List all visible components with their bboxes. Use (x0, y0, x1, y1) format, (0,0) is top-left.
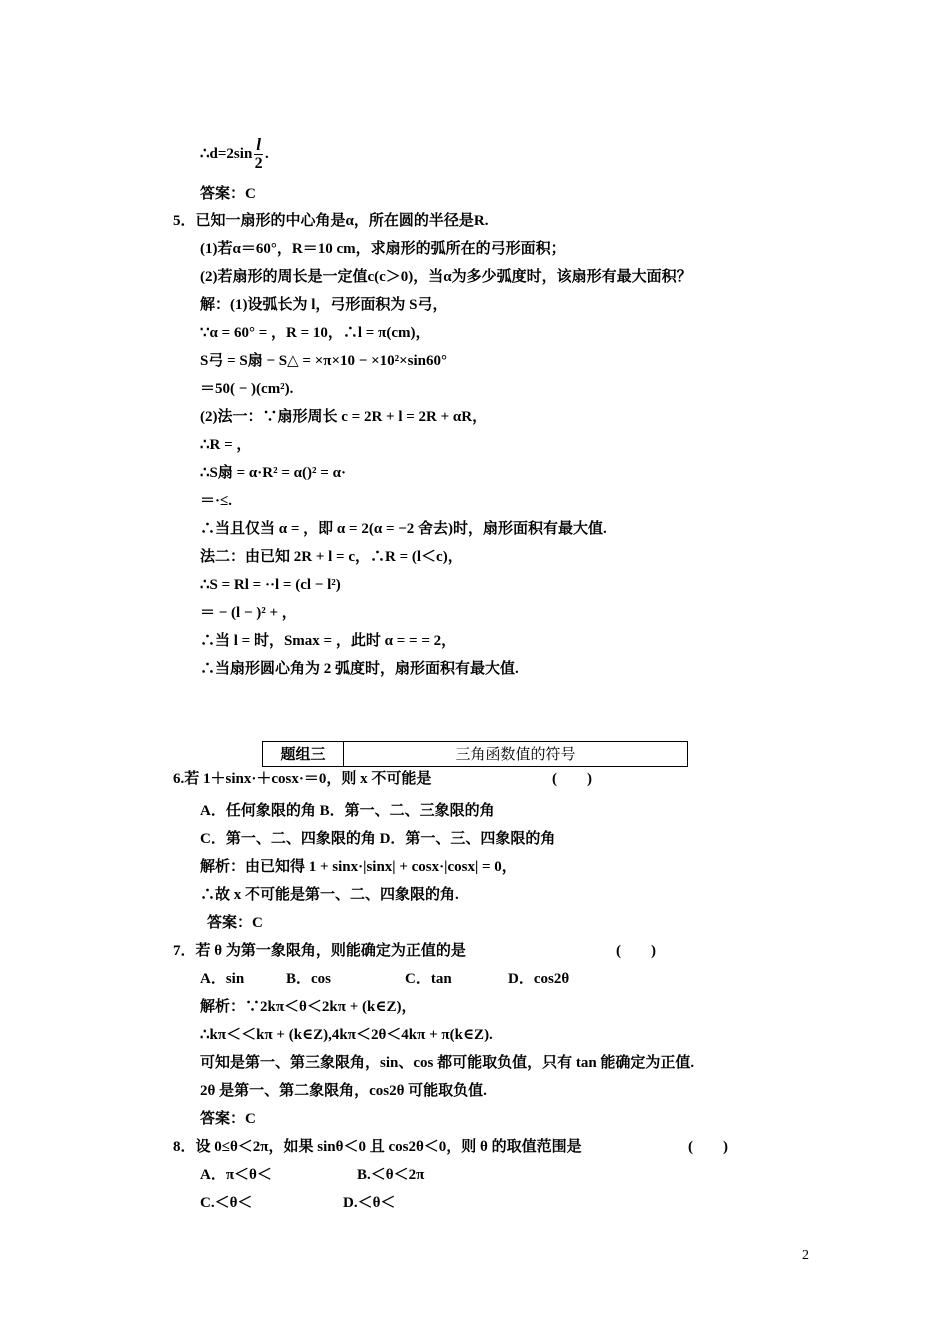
fraction-denominator: 2 (254, 155, 263, 172)
q6-options-cd: C．第一、二、四象限的角 D．第一、三、四象限的角 (200, 831, 556, 847)
group-label: 题组三 (263, 742, 344, 766)
q5-sol-line: ＝ − (l − )² + ， (200, 605, 297, 621)
q7-solution-4: 2θ 是第一、第二象限角，cos2θ 可能取负值. (200, 1083, 487, 1099)
q5-sol-line: ∴当 l = 时，Smax = ，此时 α = = = 2， (200, 633, 457, 649)
q5-sol-line: ∴当扇形圆心角为 2 弧度时，扇形面积有最大值. (200, 661, 519, 677)
group-title: 三角函数值的符号 (455, 745, 576, 763)
q5-sol-line: ∴S = Rl = ··l = (cl − l²) (200, 577, 341, 593)
q7-solution-1: 解析：∵2kπ＜θ＜2kπ + (k∈Z)， (200, 999, 417, 1015)
q6-solution: 解析：由已知得 1 + sinx·|sinx| + cosx·|cosx| = 0， (200, 859, 517, 875)
formula-prefix: ∴d=2sin (200, 145, 253, 162)
q7-option-d: D．cos2θ (508, 971, 570, 987)
q5-sol-line: ∴S扇 = α·R² = α()² = α· (200, 465, 346, 481)
q7-answer-paren: ( ) (616, 943, 656, 959)
q5-part2: (2)若扇形的周长是一定值c(c＞0)，当α为多少弧度时，该扇形有最大面积？ (200, 269, 692, 285)
fraction (254, 136, 263, 173)
q8-answer-paren: ( ) (688, 1139, 728, 1155)
q7-stem: 7．若 θ 为第一象限角，则能确定为正值的是 (173, 943, 466, 959)
q5-sol-line: S弓 = S扇 − S△ = ×π×10 − ×10²×sin60° (200, 353, 448, 369)
q8-stem: 8．设 0≤θ＜2π，如果 sinθ＜0 且 cos2θ＜0，则 θ 的取值范围是 (173, 1139, 582, 1155)
formula-d (200, 136, 269, 173)
q8-option-b: B.＜θ＜2π (357, 1167, 425, 1183)
fraction-numerator: l (256, 135, 262, 154)
q8-option-a: A．π＜θ＜ (200, 1167, 272, 1183)
q6-stem: 6.若 1＋sinx·＋cosx·＝0，则 x 不可能是 (173, 771, 432, 787)
q7-option-a: A．sin (200, 971, 245, 987)
formula-suffix: . (265, 145, 269, 162)
q5-stem: 5．已知一扇形的中心角是α，所在圆的半径是R. (173, 213, 489, 229)
q8-option-d: D.＜θ＜ (343, 1195, 396, 1211)
q7-solution-3: 可知是第一、第三象限角，sin、cos 都可能取负值，只有 tan 能确定为正值. (200, 1055, 695, 1071)
q5-sol-line: ∵α = 60° = ，R = 10，∴l = π(cm)， (200, 325, 431, 341)
q5-sol-line: (2)法一：∵扇形周长 c = 2R + l = 2R + αR， (200, 409, 488, 425)
q5-sol-line: 法二：由已知 2R + l = c，∴R = (l＜c)， (200, 549, 463, 565)
q6-options-ab: A．任何象限的角 B．第一、二、三象限的角 (200, 803, 495, 819)
group-header-table (262, 741, 688, 767)
answer-q4: 答案：C (200, 186, 256, 202)
q5-sol-line: ＝·≤. (200, 493, 232, 509)
q5-sol-line: ∴R = ， (200, 437, 252, 453)
q7-answer: 答案：C (200, 1111, 256, 1127)
q7-option-b: B．cos (286, 971, 332, 987)
q5-sol-line: 解：(1)设弧长为 l，弓形面积为 S弓， (200, 297, 448, 313)
q5-sol-line: ∴当且仅当 α = ，即 α = 2(α = −2 舍去)时，扇形面积有最大值. (200, 521, 607, 537)
q6-answer: 答案：C (207, 915, 263, 931)
q7-solution-2: ∴kπ＜＜kπ + (k∈Z),4kπ＜2θ＜4kπ + π(k∈Z). (200, 1027, 493, 1043)
q7-option-c: C．tan (405, 971, 452, 987)
page-number: 2 (802, 1248, 809, 1263)
q5-sol-line: ＝50( − )(cm²). (200, 381, 294, 397)
q6-answer-paren: ( ) (552, 771, 592, 787)
q8-option-c: C.＜θ＜ (200, 1195, 253, 1211)
q5-part1: (1)若α＝60°，R＝10 cm，求扇形的弧所在的弓形面积； (200, 241, 566, 257)
q6-conclusion: ∴故 x 不可能是第一、二、四象限的角. (200, 887, 459, 903)
